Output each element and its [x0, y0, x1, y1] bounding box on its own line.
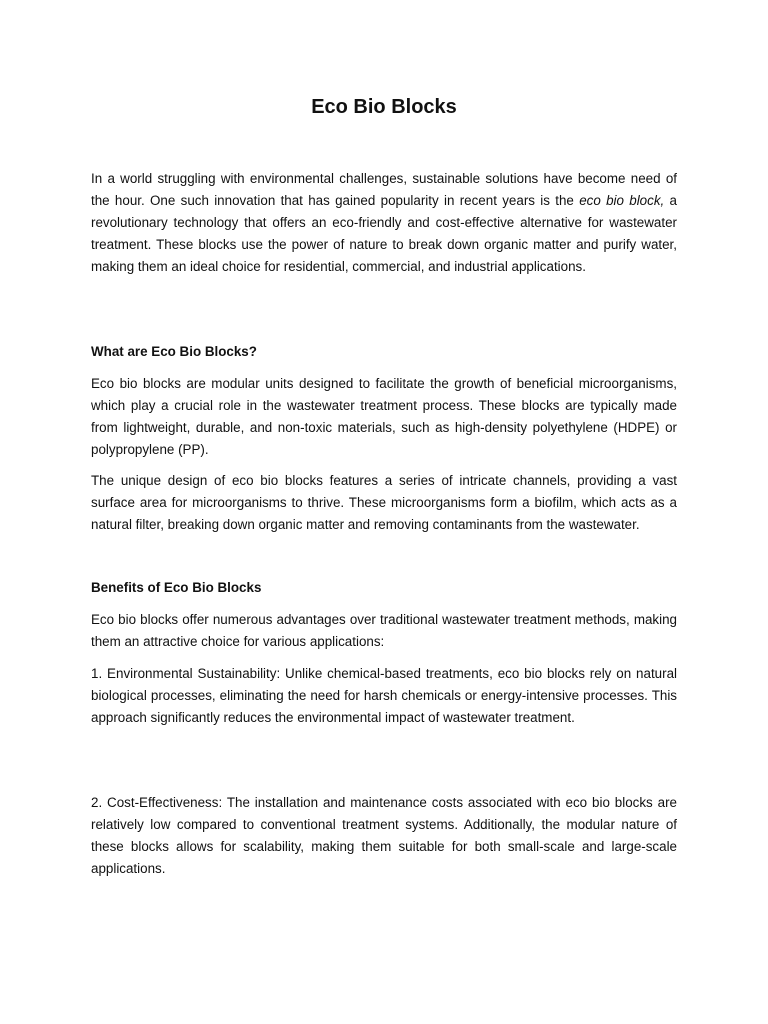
- intro-text-end: a revolutionary technology that offers an eco-friendly and cost-effective alternative for wastewater treatment. These blocks use the power of nature to break down organic matter and purify water, making them an ideal choice for residential, commercial, and industrial applications.: [91, 193, 678, 274]
- intro-emphasis: eco bio block,: [579, 193, 665, 208]
- intro-paragraph: [91, 168, 677, 278]
- document-title: Eco Bio Blocks: [311, 96, 457, 118]
- intro-text-start: In a world struggling with environmental challenges, sustainable solutions have become need of the hour. One such innovation that has gained popularity in recent years is the: [91, 171, 677, 208]
- definition-paragraph: Eco bio blocks are modular units designed to facilitate the growth of beneficial microorganisms, which play a crucial role in the wastewater treatment process. These blocks are typically made from lightweight, durable, and non-toxic materials, such as high-density polyethylene (HDPE) or polypropylene (PP).: [91, 376, 677, 457]
- section-heading-what-are: What are Eco Bio Blocks?: [91, 344, 257, 359]
- benefit-item-sustainability: 1. Environmental Sustainability: Unlike chemical-based treatments, eco bio blocks rely on natural biological processes, eliminating the need for harsh chemicals or energy-intensive processes. This approach significantly reduces the environmental impact of wastewater treatment.: [91, 666, 677, 725]
- design-paragraph: The unique design of eco bio blocks features a series of intricate channels, providing a vast surface area for microorganisms to thrive. These microorganisms form a biofilm, which acts as a natural filter, breaking down organic matter and removing contaminants from the wastewater.: [91, 473, 677, 532]
- benefit-item-cost-effectiveness: 2. Cost-Effectiveness: The installation and maintenance costs associated with eco bio blocks are relatively low compared to conventional treatment systems. Additionally, the modular nature of these blocks allows for scalability, making them suitable for both small-scale and large-scale applications.: [91, 795, 677, 876]
- benefits-intro-paragraph: Eco bio blocks offer numerous advantages over traditional wastewater treatment methods, making them an attractive choice for various applications:: [91, 612, 677, 649]
- section-heading-benefits: Benefits of Eco Bio Blocks: [91, 580, 262, 595]
